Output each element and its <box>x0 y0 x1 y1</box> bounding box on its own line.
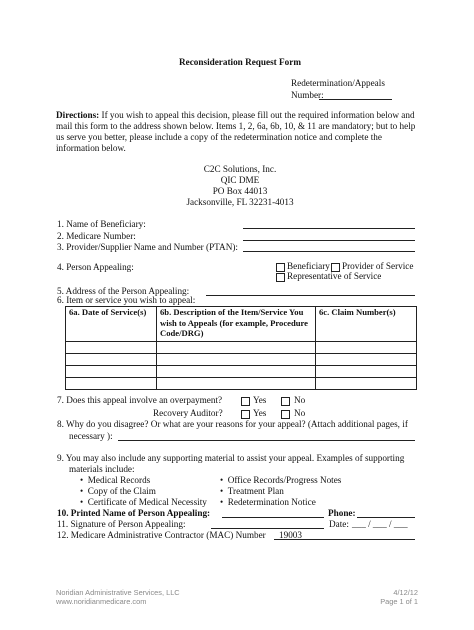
address-line-2: QIC DME <box>220 175 260 185</box>
description-cell[interactable] <box>157 366 316 378</box>
printed-name-field[interactable] <box>222 517 324 518</box>
overpayment-yes-checkbox[interactable] <box>241 397 250 406</box>
date-of-service-cell[interactable] <box>66 354 157 366</box>
date-of-service-cell[interactable] <box>66 366 157 378</box>
beneficiary-checkbox[interactable] <box>276 263 285 272</box>
treatment-plan-item: Treatment Plan <box>227 486 284 496</box>
number-label: Number: <box>291 90 324 100</box>
claim-number-cell[interactable] <box>316 354 417 366</box>
appeal-number-field[interactable] <box>319 99 392 100</box>
medicare-number-field[interactable] <box>243 240 415 241</box>
list-item: • Treatment Plan <box>220 486 284 496</box>
copy-of-claim-item: Copy of the Claim <box>87 486 156 496</box>
recovery-yes-checkbox[interactable] <box>241 410 250 419</box>
overpayment-yes-label: Yes <box>253 395 267 405</box>
appellant-address-field[interactable] <box>206 295 415 296</box>
item-service-label: 6. Item or service you wish to appeal: <box>57 295 196 305</box>
mailing-address <box>170 164 310 208</box>
disagree-reason-field[interactable] <box>118 440 415 441</box>
certificate-item: Certificate of Medical Necessity <box>87 497 207 507</box>
person-appealing-label: 4. Person Appealing: <box>57 262 134 272</box>
service-table <box>65 306 417 390</box>
directions-line-2: mail this form to the address shown below. Items 1, 2, 6a, 6b, 10, & 11 are mandatory; but to help <box>56 121 416 131</box>
representative-checkbox[interactable] <box>276 273 285 282</box>
supporting-list-right <box>220 475 341 508</box>
recovery-no-label: No <box>294 408 306 418</box>
footer-org: Noridian Administrative Services, LLC <box>56 588 180 597</box>
overpayment-label: 7. Does this appeal involve an overpayment? <box>57 395 223 405</box>
date-label: Date: <box>329 519 349 529</box>
list-item: • Copy of the Claim <box>80 486 156 496</box>
table-row <box>66 354 417 366</box>
medical-records-item: Medical Records <box>87 475 151 485</box>
overpayment-no-label: No <box>294 395 306 405</box>
directions-line-4: information below. <box>56 143 126 153</box>
service-table-header <box>66 307 417 342</box>
overpayment-no-checkbox[interactable] <box>281 397 290 406</box>
description-cell[interactable] <box>157 378 316 390</box>
footer-date: 4/12/12 <box>393 588 418 597</box>
recovery-no-checkbox[interactable] <box>281 410 290 419</box>
supporting-list-left <box>80 475 207 508</box>
appellant-address-label: 5. Address of the Person Appealing: <box>57 286 190 296</box>
signature-label: 11. Signature of Person Appealing: <box>57 519 186 529</box>
provider-name-field[interactable] <box>243 251 415 252</box>
footer-page: Page 1 of 1 <box>380 597 418 606</box>
printed-name-label: 10. Printed Name of Person Appealing: <box>57 508 211 518</box>
date-of-service-header: 6a. Date of Service(s) <box>66 307 157 342</box>
address-line-4: Jacksonville, FL 32231-4013 <box>186 197 294 207</box>
claim-number-cell[interactable] <box>316 342 417 354</box>
description-cell[interactable] <box>157 354 316 366</box>
recovery-auditor-label: Recovery Auditor? <box>153 408 223 418</box>
representative-option-label: Representative of Service <box>287 271 382 281</box>
phone-field[interactable] <box>357 517 415 518</box>
form-title: Reconsideration Request Form <box>179 57 301 67</box>
redetermination-notice-item: Redetermination Notice <box>227 497 316 507</box>
claim-number-header: 6c. Claim Number(s) <box>316 307 417 342</box>
claim-number-cell[interactable] <box>316 378 417 390</box>
signature-field[interactable] <box>211 528 324 529</box>
provider-name-label: 3. Provider/Supplier Name and Number (PTAN): <box>57 242 238 252</box>
table-row <box>66 342 417 354</box>
claim-number-cell[interactable] <box>316 366 417 378</box>
beneficiary-option-label: Beneficiary <box>287 261 330 271</box>
redetermination-label: Redetermination/Appeals <box>291 78 385 88</box>
mac-number-value: 19003 <box>279 530 302 540</box>
table-row <box>66 366 417 378</box>
date-of-service-cell[interactable] <box>66 342 157 354</box>
office-records-item: Office Records/Progress Notes <box>227 475 342 485</box>
directions-line-3: us serve you better, please include a copy of the redetermination notice and complete the <box>56 132 382 142</box>
mac-number-label: 12. Medicare Administrative Contractor (MAC) Number <box>57 530 266 540</box>
description-cell[interactable] <box>157 342 316 354</box>
address-line-1: C2C Solutions, Inc. <box>203 164 277 174</box>
provider-of-service-option-label: Provider of Service <box>342 261 414 271</box>
list-item: • Certificate of Medical Necessity <box>80 497 207 507</box>
description-header: 6b. Description of the Item/Service You wish to Appeals (for example, Procedure Code/DRG) <box>157 307 316 342</box>
list-item: • Redetermination Notice <box>220 497 316 507</box>
table-row <box>66 378 417 390</box>
disagree-reason-label-2: necessary ): <box>69 431 113 441</box>
recovery-yes-label: Yes <box>253 408 267 418</box>
mac-number-field[interactable] <box>274 539 415 540</box>
supporting-material-label: 9. You may also include any supporting material to assist your appeal. Examples of supporting <box>57 453 405 463</box>
supporting-material-label-2: materials include: <box>69 464 135 474</box>
beneficiary-name-label: 1. Name of Beneficiary: <box>57 219 146 229</box>
directions <box>56 110 415 154</box>
date-of-service-cell[interactable] <box>66 378 157 390</box>
address-line-3: PO Box 44013 <box>212 186 268 196</box>
list-item: • Office Records/Progress Notes <box>220 475 342 485</box>
directions-label: Directions: <box>56 110 100 120</box>
footer-url[interactable]: www.noridianmedicare.com <box>56 597 147 606</box>
directions-line-1: If you wish to appeal this decision, please fill out the required information below and <box>99 110 415 120</box>
disagree-reason-label: 8. Why do you disagree? Or what are your reasons for your appeal? (Attach additional pages, if <box>57 419 408 429</box>
phone-label: Phone: <box>328 508 356 518</box>
beneficiary-name-field[interactable] <box>243 228 415 229</box>
date-field[interactable]: ___ / ___ / ___ <box>352 519 408 529</box>
list-item: • Medical Records <box>80 475 151 485</box>
medicare-number-label: 2. Medicare Number: <box>57 231 136 241</box>
